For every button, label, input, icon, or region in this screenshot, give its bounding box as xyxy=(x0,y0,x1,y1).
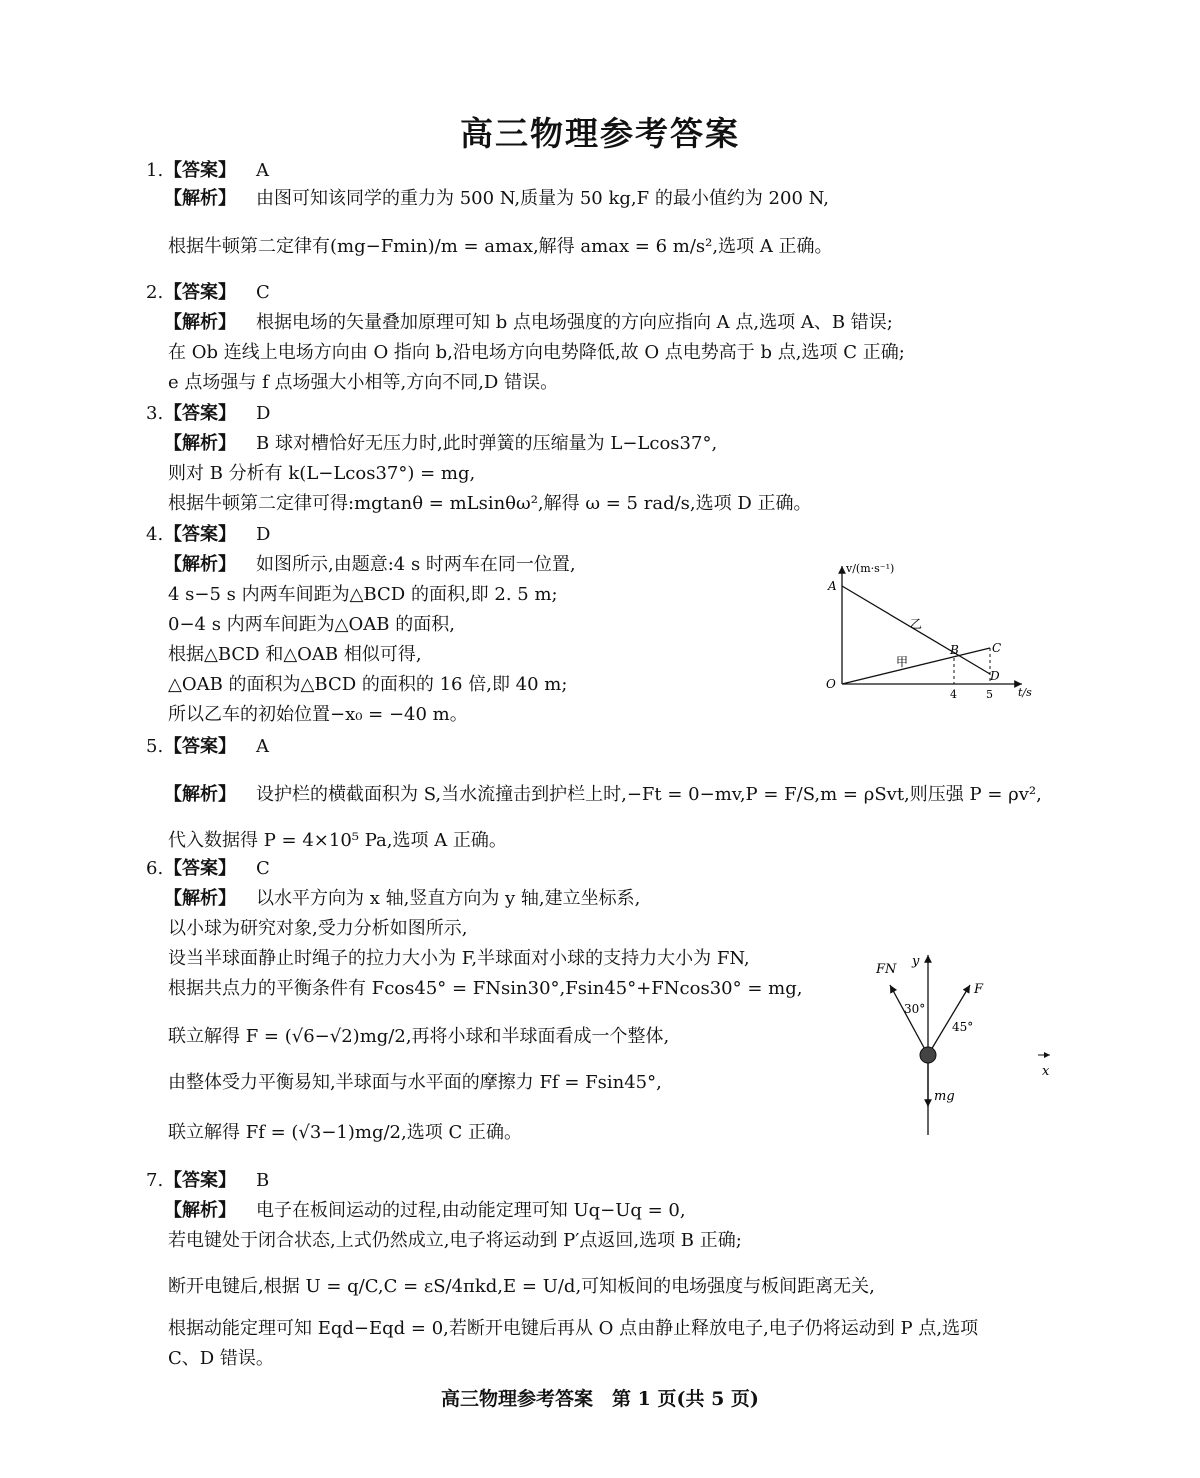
t-axis-label: t/s xyxy=(1018,686,1032,699)
answer-label: 【答案】 xyxy=(164,858,236,879)
explanation-label: 【解析】 xyxy=(164,433,236,454)
explanation-line: △OAB 的面积为△BCD 的面积的 16 倍,即 40 m; xyxy=(168,674,568,695)
label-yi: 乙 xyxy=(910,617,923,631)
tick-5: 5 xyxy=(986,688,993,701)
answer-choice: C xyxy=(256,858,270,879)
explanation-line: 以小球为研究对象,受力分析如图所示, xyxy=(168,918,468,939)
label-45: 45° xyxy=(952,1020,974,1034)
v-axis-label: v/(m·s⁻¹) xyxy=(846,562,895,575)
ball xyxy=(920,1047,936,1063)
question-number: 4. xyxy=(146,524,164,545)
answer-label: 【答案】 xyxy=(164,736,236,757)
explanation-line: 设护栏的横截面积为 S,当水流撞击到护栏上时,−Ft = 0−mv,P = F/S,m = ρSvt,则压强 P = ρv², xyxy=(256,784,1042,805)
answer-label: 【答案】 xyxy=(164,1170,236,1191)
explanation-line: 根据共点力的平衡条件有 Fcos45° = FNsin30°,Fsin45°+FNcos30° = mg, xyxy=(168,978,803,999)
explanation-line: 根据动能定理可知 Eqd−Eqd = 0,若断开电键后再从 O 点由静止释放电子,电子仍将运动到 P 点,选项 xyxy=(168,1318,979,1339)
explanation-line: 所以乙车的初始位置−x₀ = −40 m。 xyxy=(168,704,468,725)
explanation-line: 则对 B 分析有 k(L−Lcos37°) = mg, xyxy=(168,463,476,484)
explanation-line: 4 s−5 s 内两车间距为△BCD 的面积,即 2. 5 m; xyxy=(168,584,558,605)
page-title: 高三物理参考答案 xyxy=(460,114,740,153)
question-number: 1. xyxy=(146,160,164,181)
explanation-line: 以水平方向为 x 轴,竖直方向为 y 轴,建立坐标系, xyxy=(256,888,641,909)
explanation-line: 在 Ob 连线上电场方向由 O 指向 b,沿电场方向电势降低,故 O 点电势高于 b 点,选项 C 正确; xyxy=(168,342,905,363)
pt-B: B xyxy=(950,643,959,657)
explanation-line: B 球对槽恰好无压力时,此时弹簧的压缩量为 L−Lcos37°, xyxy=(256,433,718,454)
label-30: 30° xyxy=(904,1002,926,1016)
explanation-line: 由图可知该同学的重力为 500 N,质量为 50 kg,F 的最小值约为 200 N, xyxy=(256,188,829,209)
answer-label: 【答案】 xyxy=(164,282,236,303)
force-diagram-figure xyxy=(870,945,1070,1145)
explanation-line: e 点场强与 f 点场强大小相等,方向不同,D 错误。 xyxy=(168,372,559,393)
question-number: 2. xyxy=(146,282,164,303)
vec-FN xyxy=(890,985,928,1055)
explanation-line: 联立解得 Ff = (√3−1)mg/2,选项 C 正确。 xyxy=(168,1122,522,1143)
explanation-label: 【解析】 xyxy=(164,554,236,575)
tick-4: 4 xyxy=(950,688,957,701)
line-jia xyxy=(842,648,990,684)
explanation-line: 根据电场的矢量叠加原理可知 b 点电场强度的方向应指向 A 点,选项 A、B 错误; xyxy=(256,312,893,333)
pt-C: C xyxy=(992,641,1002,655)
answer-choice: A xyxy=(256,736,269,757)
label-FN: FN xyxy=(876,962,897,977)
answer-choice: C xyxy=(256,282,270,303)
explanation-line: 如图所示,由题意:4 s 时两车在同一位置, xyxy=(256,554,576,575)
label-jia: 甲 xyxy=(896,655,909,669)
explanation-label: 【解析】 xyxy=(164,1200,236,1221)
vt-graph-figure xyxy=(822,560,1042,710)
explanation-line: 根据牛顿第二定律可得:mgtanθ = mLsinθω²,解得 ω = 5 rad/s,选项 D 正确。 xyxy=(168,493,812,514)
question-number: 6. xyxy=(146,858,164,879)
explanation-line: 联立解得 F = (√6−√2)mg/2,再将小球和半球面看成一个整体, xyxy=(168,1026,670,1047)
pt-A: A xyxy=(828,579,837,593)
question-number: 5. xyxy=(146,736,164,757)
explanation-line: 若电键处于闭合状态,上式仍然成立,电子将运动到 P′点返回,选项 B 正确; xyxy=(168,1230,742,1251)
answer-choice: B xyxy=(256,1170,270,1191)
answer-label: 【答案】 xyxy=(164,160,236,181)
label-F: F xyxy=(974,982,984,997)
answer-choice: D xyxy=(256,403,271,424)
explanation-line: 根据△BCD 和△OAB 相似可得, xyxy=(168,644,422,665)
explanation-label: 【解析】 xyxy=(164,312,236,333)
pt-O: O xyxy=(826,677,836,691)
pt-D: D xyxy=(990,669,1000,683)
label-y: y xyxy=(912,954,920,969)
explanation-line: 电子在板间运动的过程,由动能定理可知 Uq−Uq = 0, xyxy=(256,1200,686,1221)
explanation-label: 【解析】 xyxy=(164,188,236,209)
explanation-line: 代入数据得 P = 4×10⁵ Pa,选项 A 正确。 xyxy=(168,830,507,851)
label-x: x xyxy=(1042,1064,1050,1079)
answer-label: 【答案】 xyxy=(164,524,236,545)
explanation-line: C、D 错误。 xyxy=(168,1348,274,1369)
explanation-line: 根据牛顿第二定律有(mg−Fmin)/m = amax,解得 amax = 6 m/s²,选项 A 正确。 xyxy=(168,236,833,257)
explanation-line: 由整体受力平衡易知,半球面与水平面的摩擦力 Ff = Fsin45°, xyxy=(168,1072,662,1093)
answer-choice: A xyxy=(256,160,269,181)
explanation-label: 【解析】 xyxy=(164,888,236,909)
question-number: 3. xyxy=(146,403,164,424)
explanation-line: 断开电键后,根据 U = q/C,C = εS/4πkd,E = U/d,可知板间的电场强度与板间距离无关, xyxy=(168,1276,875,1297)
explanation-label: 【解析】 xyxy=(164,784,236,805)
answer-label: 【答案】 xyxy=(164,403,236,424)
label-mg: mg xyxy=(934,1089,955,1104)
explanation-line: 0−4 s 内两车间距为△OAB 的面积, xyxy=(168,614,455,635)
answer-choice: D xyxy=(256,524,271,545)
explanation-line: 设当半球面静止时绳子的拉力大小为 F,半球面对小球的支持力大小为 FN, xyxy=(168,948,750,969)
question-number: 7. xyxy=(146,1170,164,1191)
page-footer: 高三物理参考答案 第 1 页(共 5 页) xyxy=(441,1388,759,1410)
